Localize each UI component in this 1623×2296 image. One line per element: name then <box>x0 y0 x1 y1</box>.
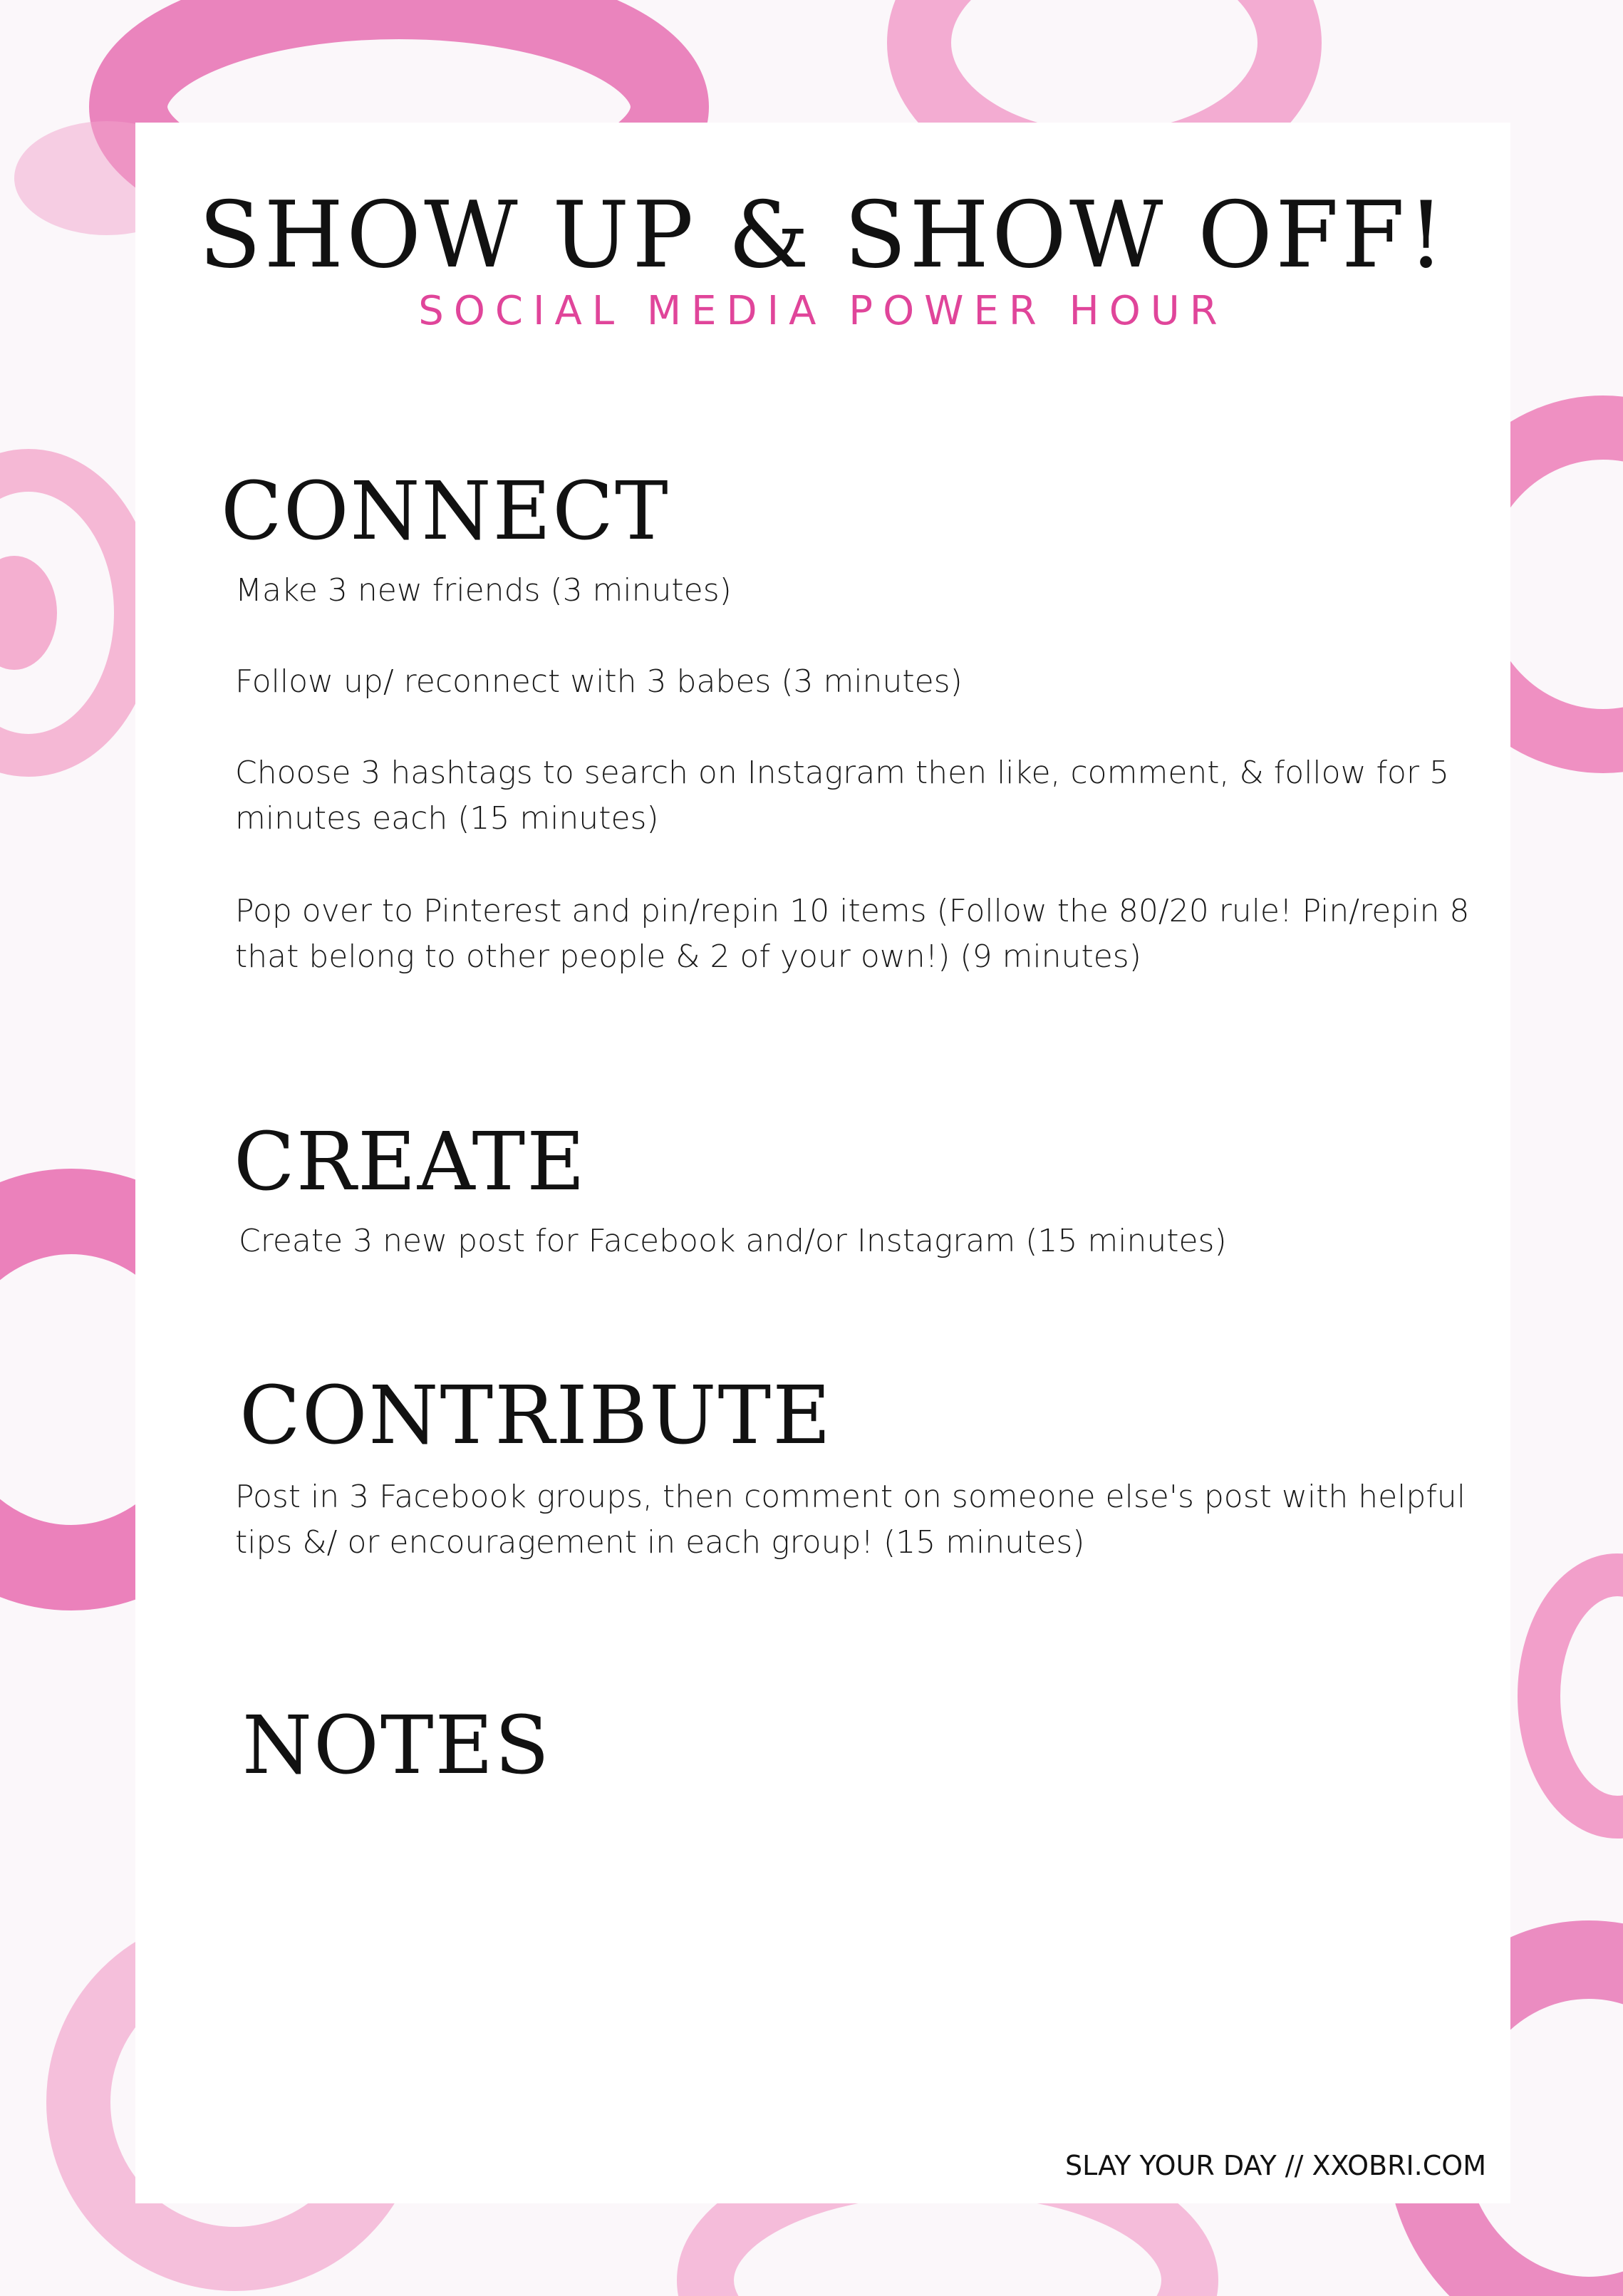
create-item-1: Create 3 new post for Facebook and/or Instagram (15 minutes) <box>239 1223 1227 1259</box>
connect-item-4: Pop over to Pinterest and pin/repin 10 items (Follow the 80/20 rule! Pin/repin 8 that belong to other people & 2 of your own!) (9 minutes) <box>235 893 1470 975</box>
section-heading-connect: CONNECT <box>221 465 670 558</box>
page-subtitle: SOCIAL MEDIA POWER HOUR <box>418 288 1228 334</box>
connect-item-1: Make 3 new friends (3 minutes) <box>235 572 732 609</box>
contribute-item-1: Post in 3 Facebook groups, then comment on someone else's post with helpful tips &/ or encouragement in each group! (15 minutes) <box>235 1479 1466 1561</box>
connect-item-3: Choose 3 hashtags to search on Instagram then like, comment, & follow for 5 minutes each (15 minutes) <box>235 755 1450 837</box>
section-heading-notes: NOTES <box>242 1700 551 1792</box>
footer-credit: SLAY YOUR DAY // XXOBRI.COM <box>1065 2150 1486 2181</box>
content-sheet <box>135 123 1510 2203</box>
section-heading-contribute: CONTRIBUTE <box>239 1370 832 1462</box>
connect-item-2: Follow up/ reconnect with 3 babes (3 minutes) <box>235 663 963 700</box>
section-heading-create: CREATE <box>234 1116 586 1209</box>
page-title: SHOW UP & SHOW OFF! <box>198 182 1448 289</box>
